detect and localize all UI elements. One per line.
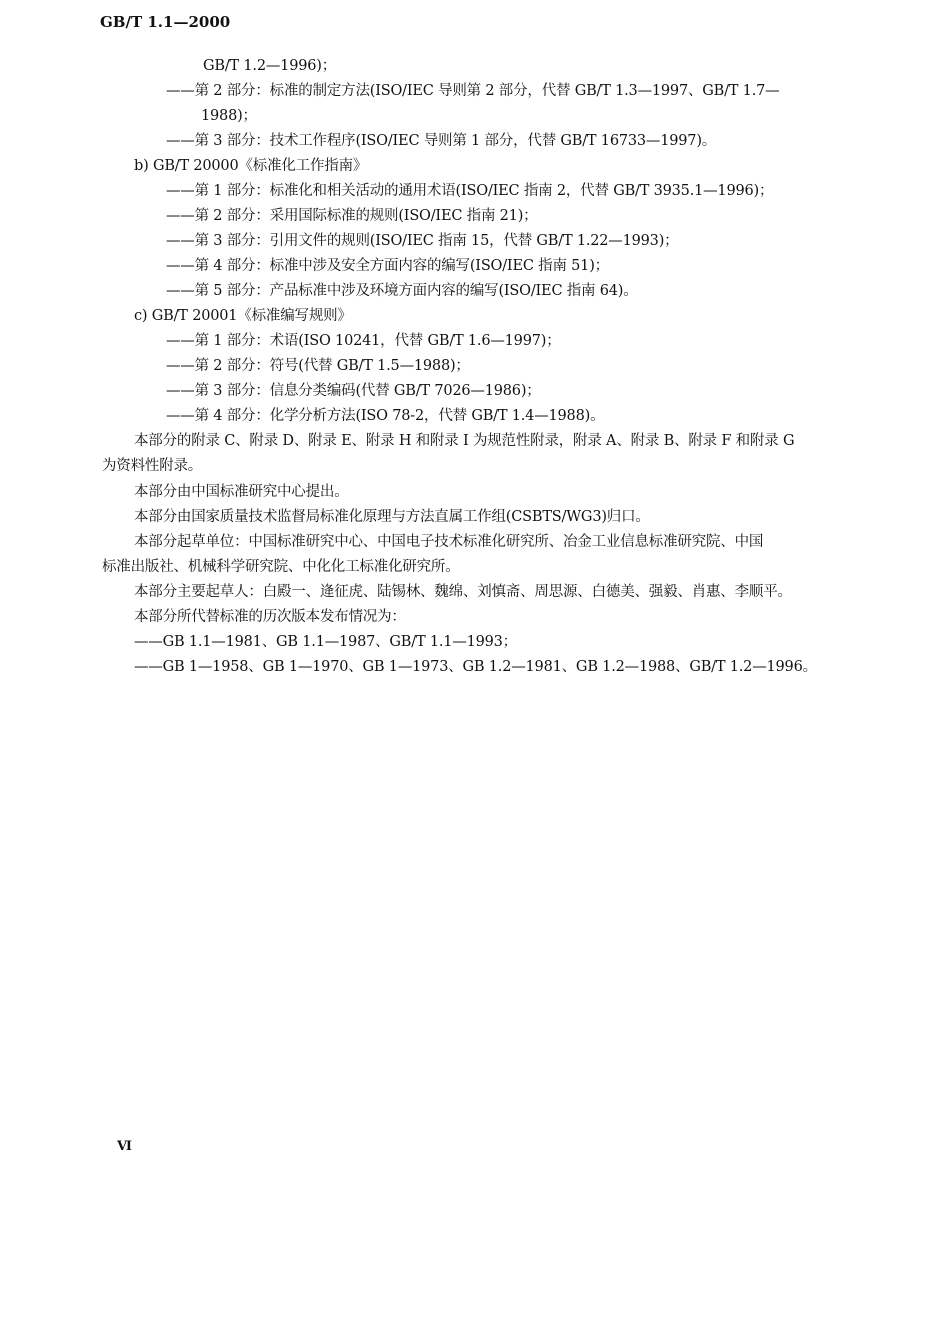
body-line: ——第 5 部分：产品标准中涉及环境方面内容的编写(ISO/IEC 指南 64)。 — [166, 283, 638, 299]
body-line: GB/T 1.2—1996)； — [203, 58, 337, 74]
body-line: 1988)； — [201, 108, 257, 124]
page-number: Ⅵ — [117, 1139, 132, 1154]
body-line: ——第 1 部分：标准化和相关活动的通用术语(ISO/IEC 指南 2，代替 GB/T 3935.1—1996)； — [166, 183, 774, 199]
body-line: 为资料性附录。 — [102, 458, 203, 474]
body-line: 本部分由中国标准研究中心提出。 — [134, 484, 349, 500]
body-line: 标准出版社、机械科学研究院、中化化工标准化研究所。 — [102, 559, 460, 575]
body-line: 本部分主要起草人：白殿一、逄征虎、陆锡林、魏绵、刘慎斋、周思源、白德美、强毅、肖惠、李顺平。 — [134, 584, 792, 600]
body-line: ——第 3 部分：引用文件的规则(ISO/IEC 指南 15，代替 GB/T 1.22—1993)； — [166, 233, 679, 249]
body-line: ——第 4 部分：化学分析方法(ISO 78-2，代替 GB/T 1.4—1988)。 — [166, 408, 605, 424]
body-line: ——第 2 部分：标准的制定方法(ISO/IEC 导则第 2 部分，代替 GB/T 1.3—1997、GB/T 1.7— — [166, 83, 780, 99]
body-line: ——第 4 部分：标准中涉及安全方面内容的编写(ISO/IEC 指南 51)； — [166, 258, 609, 274]
body-line: ——第 1 部分：术语(ISO 10241，代替 GB/T 1.6—1997)； — [166, 333, 561, 349]
body-line: ——第 3 部分：信息分类编码(代替 GB/T 7026—1986)； — [166, 383, 541, 399]
standard-code-header: GB/T 1.1—2000 — [100, 13, 231, 31]
body-line: c) GB/T 20001《标准编写规则》 — [134, 308, 352, 324]
body-line: 本部分所代替标准的历次版本发布情况为： — [134, 609, 406, 625]
body-line: 本部分的附录 C、附录 D、附录 E、附录 H 和附录 I 为规范性附录，附录 A、附录 B、附录 F 和附录 G — [134, 433, 795, 449]
body-line: ——第 3 部分：技术工作程序(ISO/IEC 导则第 1 部分，代替 GB/T 16733—1997)。 — [166, 133, 717, 149]
body-line: 本部分起草单位：中国标准研究中心、中国电子技术标准化研究所、冶金工业信息标准研究院、中国 — [134, 534, 764, 550]
body-line: ——GB 1—1958、GB 1—1970、GB 1—1973、GB 1.2—1981、GB 1.2—1988、GB/T 1.2—1996。 — [134, 659, 817, 675]
body-line: ——GB 1.1—1981、GB 1.1—1987、GB/T 1.1—1993； — [134, 634, 517, 650]
body-line: 本部分由国家质量技术监督局标准化原理与方法直属工作组(CSBTS/WG3)归口。 — [134, 509, 650, 525]
body-line: ——第 2 部分：采用国际标准的规则(ISO/IEC 指南 21)； — [166, 208, 538, 224]
body-line: b) GB/T 20000《标准化工作指南》 — [134, 158, 368, 174]
body-line: ——第 2 部分：符号(代替 GB/T 1.5—1988)； — [166, 358, 470, 374]
